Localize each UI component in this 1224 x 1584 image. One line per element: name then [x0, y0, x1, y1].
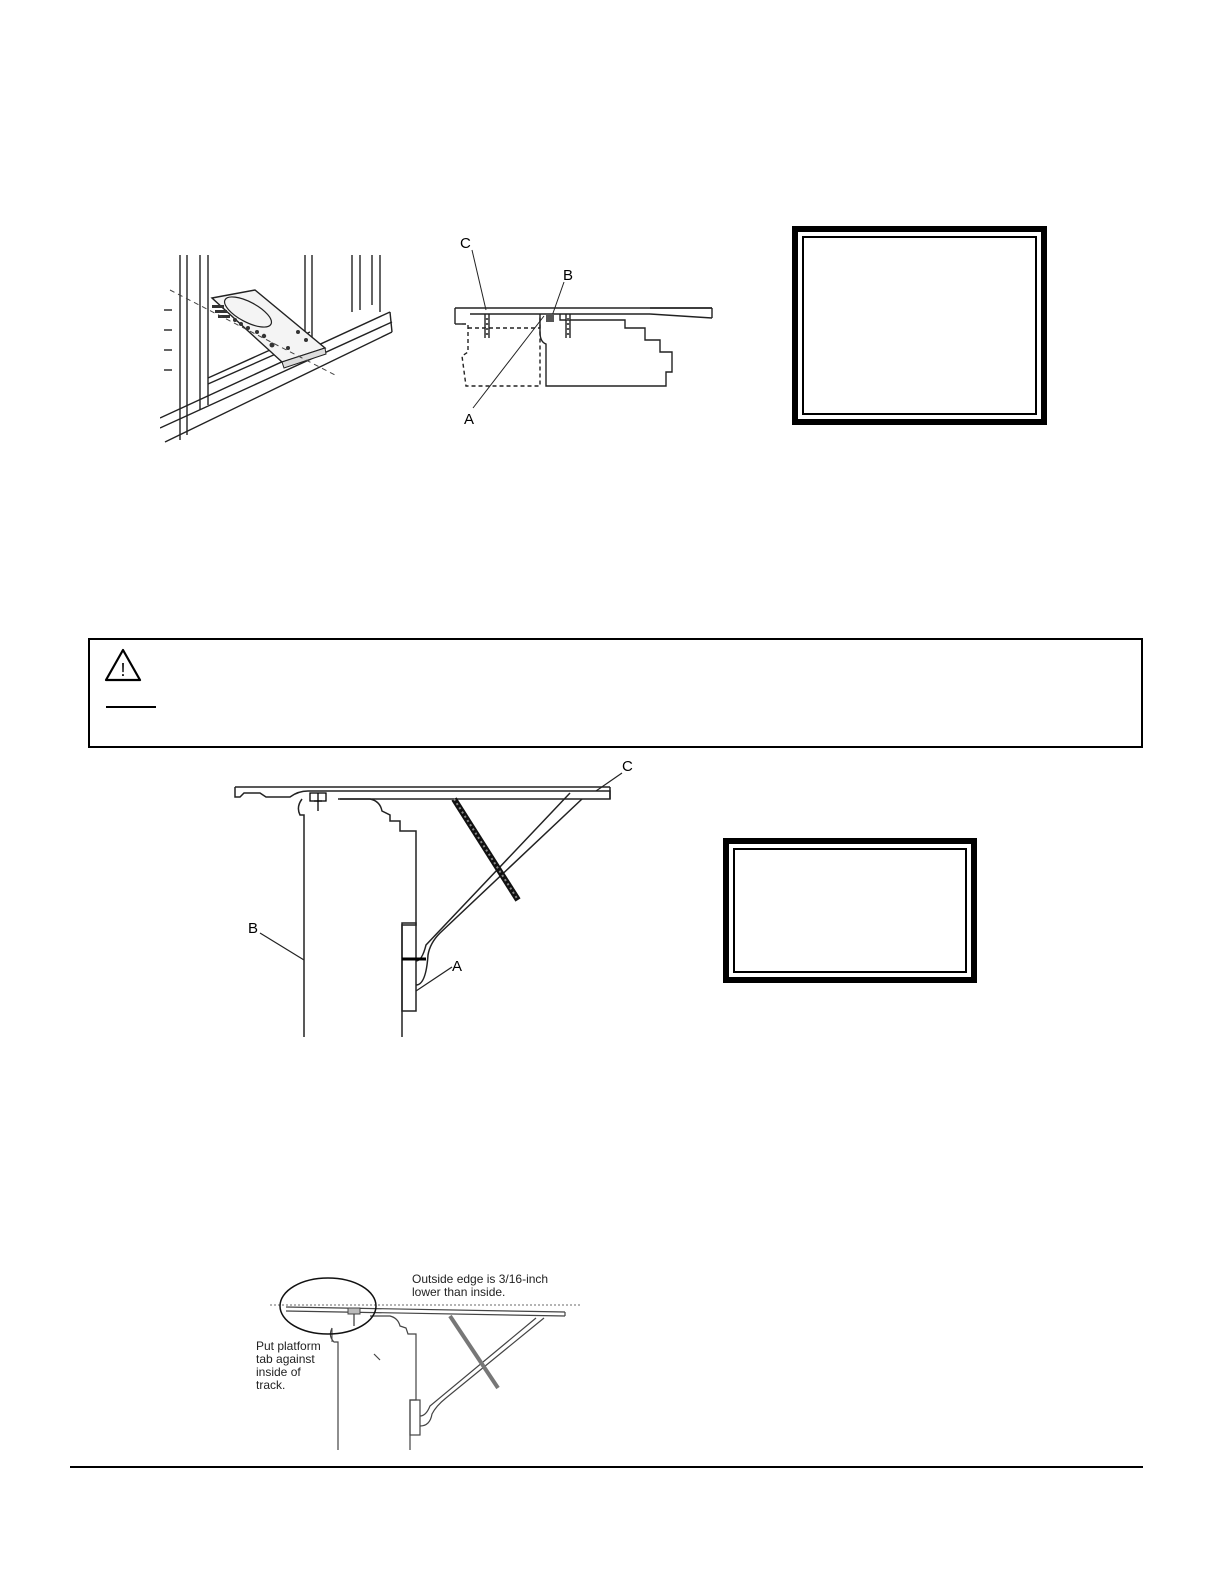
figure-leveling-detail: [240, 1270, 585, 1455]
figure2-label-c: C: [460, 235, 471, 252]
bracket-assembly-drawing: [230, 755, 650, 1045]
callout-platform-tab: Put platform tab against inside of track.: [256, 1339, 321, 1392]
empty-bordered-box-middle: [723, 838, 977, 983]
figure-bracket-assembly: [230, 755, 650, 1045]
figure3-label-a: A: [452, 958, 463, 975]
warning-heading-underline: [106, 706, 156, 708]
profile-screws-drawing: [440, 232, 720, 432]
window-frame-drawing: [160, 250, 400, 450]
figure-profile-screws: [440, 232, 720, 432]
figure-window-frame-perspective: [160, 250, 400, 450]
figure2-label-b: B: [563, 267, 574, 284]
callout-outside-edge: Outside edge is 3/16-inch lower than inside.: [412, 1272, 549, 1299]
figure2-label-a: A: [464, 411, 475, 428]
warning-glyph: !: [120, 660, 126, 680]
figure3-label-c: C: [622, 758, 633, 775]
warning-box: [88, 638, 1143, 748]
figure3-label-b: B: [248, 920, 259, 937]
empty-bordered-box-top: [792, 226, 1047, 425]
warning-triangle-icon: [104, 648, 142, 682]
footer-rule: [70, 1466, 1143, 1468]
